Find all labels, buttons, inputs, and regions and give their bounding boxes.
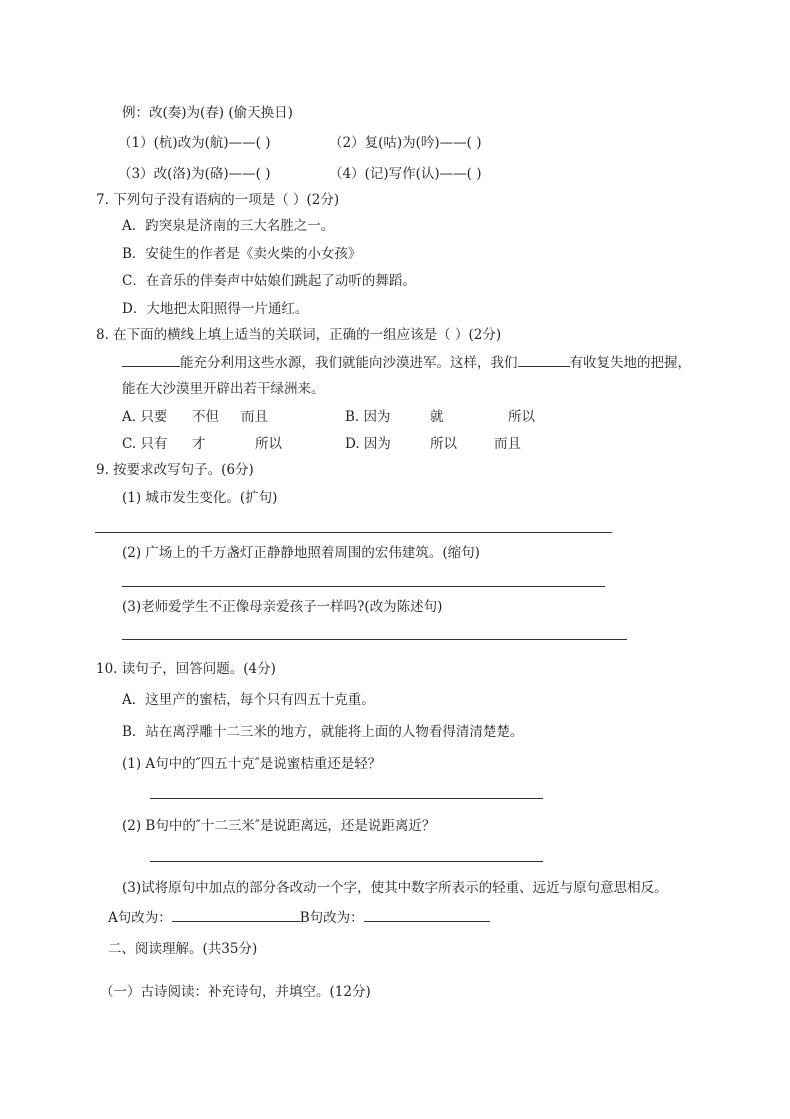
- q6-item-3: （3）改(洛)为(硌)——( ): [118, 166, 271, 182]
- q8-option-d-1: D. 因为: [345, 436, 391, 452]
- q8-option-c-1: C. 只有: [122, 436, 168, 452]
- q8-option-b-1: B. 因为: [345, 409, 391, 425]
- q6-item-1: （1）(杭)改为(航)——( ): [118, 135, 271, 151]
- q10-sentence-a: A．这里产的蜜桔，每个只有四五十克重。: [122, 692, 375, 708]
- q6-item-4: （4）(记)写作(认)——( ): [329, 166, 482, 182]
- q9-sub-1: (1) 城市发生变化。(扩句): [122, 490, 278, 506]
- q7-option-b: B．安徒生的作者是《卖火柴的小女孩》: [122, 246, 362, 262]
- q7-stem: 7. 下列句子没有语病的一项是（ ）(2分): [96, 192, 340, 208]
- q8-option-d-3: 而且: [494, 436, 521, 452]
- q10-sub-2: (2) B句中的″十二三米″是说距离远，还是说距离近？: [122, 818, 436, 834]
- q9-stem: 9. 按要求改写句子。(6分): [96, 462, 254, 478]
- q10-stem: 10. 读句子，回答问题。(4分): [96, 661, 276, 677]
- q8-option-a-1: A. 只要: [122, 409, 168, 425]
- q9-answer-line-1[interactable]: [95, 532, 612, 533]
- q10-sub-1: (1) A句中的″四五十克″是说蜜桔重还是轻？: [122, 756, 382, 772]
- q9-sub-3: (3)老师爱学生不正像母亲爱孩子一样吗?(改为陈述句): [122, 599, 443, 615]
- q10-answer-line-2[interactable]: [150, 861, 543, 862]
- q8-blank-1[interactable]: [122, 366, 180, 367]
- q7-option-c: C．在音乐的伴奏声中姑娘们跳起了动听的舞蹈。: [122, 273, 416, 289]
- q6-example: 例：改(奏)为(春) (偷天换日): [122, 105, 293, 121]
- q10-answer-b-blank[interactable]: [364, 921, 490, 922]
- q8-option-a-2: 不但: [192, 409, 219, 425]
- q10-sub-3: (3)试将原句中加点的部分各改动一个字，使其中数字所表示的轻重、远近与原句意思相反。: [122, 880, 668, 896]
- q8-stem: 8. 在下面的横线上填上适当的关联词，正确的一组应该是（ ）(2分): [96, 327, 502, 343]
- q8-sentence-line1: 能充分利用这些水源，我们就能向沙漠进军。这样，我们 有收复失地的把握，: [122, 354, 691, 372]
- q10-answer-a-blank[interactable]: [172, 921, 300, 922]
- q8-blank-2[interactable]: [518, 366, 570, 367]
- q8-option-a-3: 而且: [241, 409, 268, 425]
- q9-answer-line-2[interactable]: [122, 586, 605, 587]
- q9-answer-line-3[interactable]: [122, 639, 627, 640]
- q10-answer-line-1[interactable]: [150, 798, 543, 799]
- q8-option-c-3: 所以: [255, 436, 282, 452]
- q9-sub-2: (2) 广场上的千万盏灯正静静地照着周围的宏伟建筑。(缩句): [122, 545, 480, 561]
- q10-answer-a: A句改为： B句改为：: [108, 909, 490, 927]
- q8-sentence-line2: 能在大沙漠里开辟出若干绿洲来。: [122, 381, 325, 397]
- q8-option-b-3: 所以: [508, 409, 535, 425]
- q10-sentence-b: B．站在离浮雕十二三米的地方，就能将上面的人物看得清清楚楚。: [122, 724, 524, 740]
- q8-option-b-2: 就: [430, 409, 444, 425]
- section-2-title: 二、阅读理解。(共35分): [108, 941, 258, 957]
- q8-option-d-2: 所以: [430, 436, 457, 452]
- q7-option-d: D．大地把太阳照得一片通红。: [122, 301, 309, 317]
- q8-option-c-2: 才: [192, 436, 206, 452]
- q6-item-2: （2）复(咕)为(吟)——( ): [329, 135, 482, 151]
- section-2-part-1: （一）古诗阅读：补充诗句，并填空。(12分): [100, 984, 371, 1000]
- q7-option-a: A．趵突泉是济南的三大名胜之一。: [122, 218, 335, 234]
